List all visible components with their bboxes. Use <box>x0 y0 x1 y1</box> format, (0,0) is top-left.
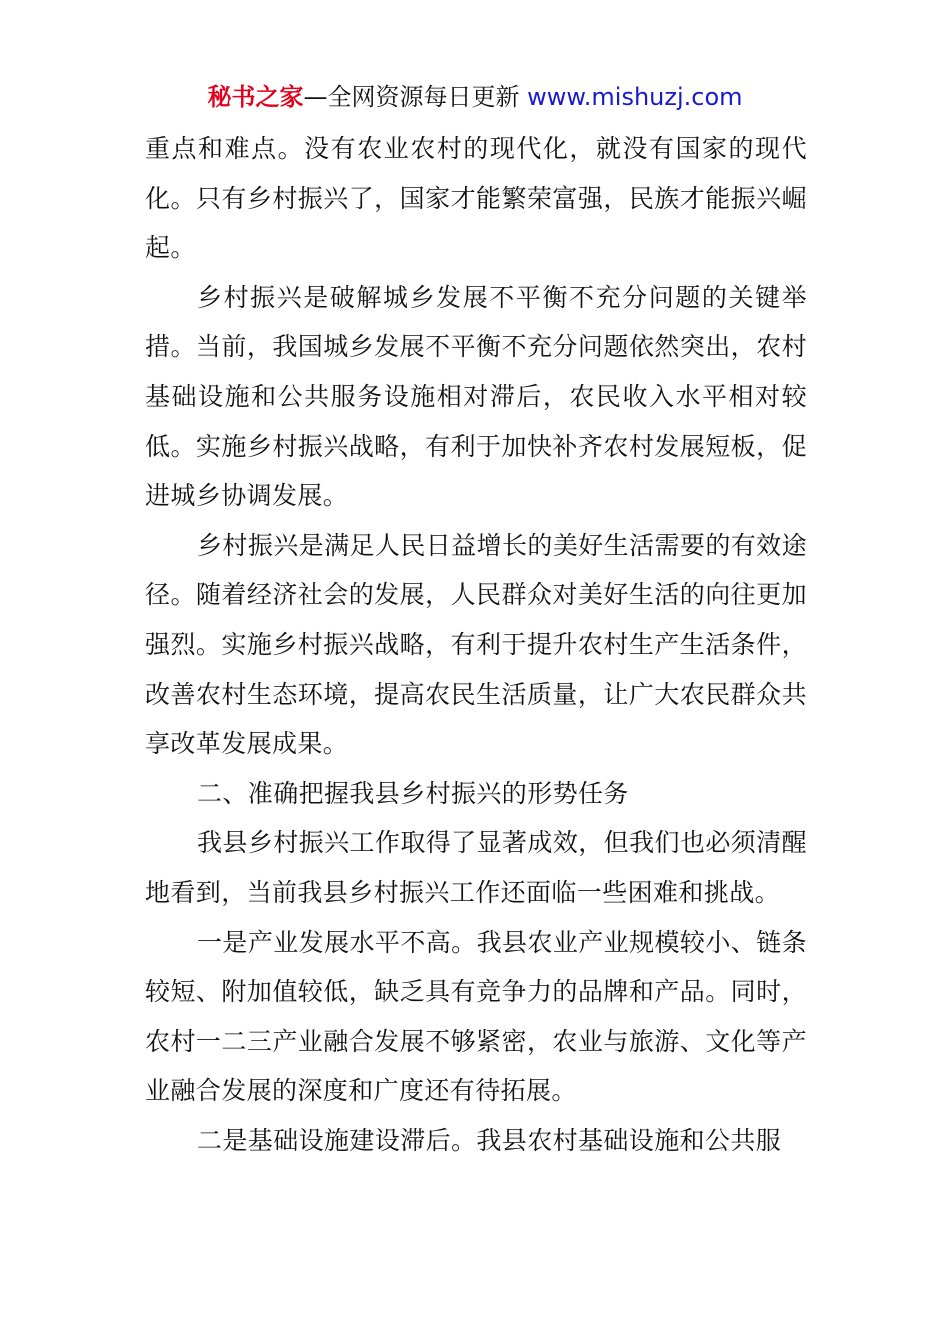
document-body <box>145 124 807 1165</box>
section-heading: 二、准确把握我县乡村振兴的形势任务 <box>197 778 629 808</box>
paragraph: 一是产业发展水平不高。我县农业产业规模较小、链条较短、附加值较低，缺乏具有竞争力的品牌和产品。同时，农村一二三产业融合发展不够紧密，农业与旅游、文化等产业融合发展的深度和广度还有待拓展。 <box>145 927 807 1106</box>
site-tagline: —全网资源每日更新 <box>303 83 528 111</box>
site-brand: 秘书之家 <box>207 83 304 111</box>
paragraph: 乡村振兴是满足人民日益增长的美好生活需要的有效途径。随着经济社会的发展，人民群众对美好生活的向往更加强烈。实施乡村振兴战略，有利于提升农村生产生活条件，改善农村生态环境，提高农民生活质量，让广大农民群众共享改革发展成果。 <box>145 530 807 759</box>
paragraph: 乡村振兴是破解城乡发展不平衡不充分问题的关键举措。当前，我国城乡发展不平衡不充分问题依然突出，农村基础设施和公共服务设施相对滞后，农民收入水平相对较低。实施乡村振兴战略，有利于加快补齐农村发展短板，促进城乡协调发展。 <box>145 282 807 511</box>
site-url-link[interactable]: www.mishuzj.com <box>527 83 743 111</box>
paragraph-continuation: 重点和难点。没有农业农村的现代化，就没有国家的现代化。只有乡村振兴了，国家才能繁荣富强，民族才能振兴崛起。 <box>145 134 807 263</box>
page-header <box>0 80 950 114</box>
paragraph: 二是基础设施建设滞后。我县农村基础设施和公共服 <box>197 1125 782 1155</box>
paragraph: 我县乡村振兴工作取得了显著成效，但我们也必须清醒地看到，当前我县乡村振兴工作还面临一些困难和挑战。 <box>145 828 807 907</box>
